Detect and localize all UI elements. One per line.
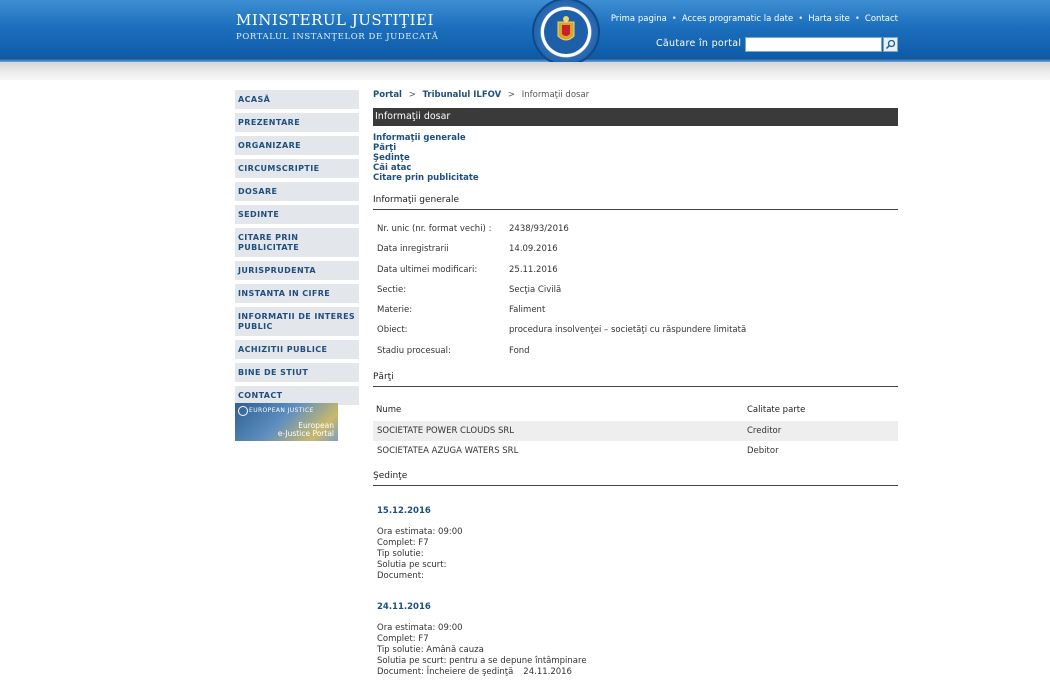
party-role: Debitor — [747, 446, 779, 457]
hearing-ora: Ora estimata: 09:00 — [377, 623, 463, 634]
anchor-cai-atac[interactable]: Căi atac — [373, 163, 412, 173]
hearing-document-row — [377, 667, 898, 678]
top-link-separator: • — [671, 14, 677, 24]
sedinte-heading: Şedinţe — [373, 471, 898, 486]
party-name: SOCIETATEA AZUGA WATERS SRL — [377, 446, 519, 457]
hearing-document-date: 24.11.2016 — [523, 667, 572, 678]
table-row — [373, 441, 898, 461]
search-label: Căutare în portal — [656, 38, 742, 49]
parti-col-role: Calitate parte — [747, 405, 806, 416]
info-value: Secţia Civilă — [509, 284, 562, 295]
info-value: 14.09.2016 — [509, 244, 558, 255]
info-value: Faliment — [509, 305, 546, 316]
top-link-separator: • — [798, 14, 804, 24]
top-link-home[interactable]: Prima pagina — [610, 14, 667, 24]
info-row-obiect — [373, 325, 898, 345]
sidebar-nav — [235, 90, 359, 409]
hearing-item — [373, 506, 898, 582]
hearing-document[interactable]: Document: Încheiere de şedinţă — [377, 667, 514, 678]
sidebar-item-jurisprudenta[interactable]: JURISPRUDENTA — [235, 261, 359, 280]
hearing-solutia: Solutia pe scurt: pentru a se depune întâmpinare — [377, 656, 587, 667]
ejustice-line2a: European — [298, 421, 334, 430]
sidebar-item-citare[interactable]: CITARE PRIN PUBLICITATE — [235, 228, 359, 257]
hearing-ora: Ora estimata: 09:00 — [377, 527, 463, 538]
hearing-tip-solutie: Tip solutie: — [377, 549, 424, 560]
info-row-data-inregistrarii — [373, 244, 898, 264]
sidebar-item-achizitii[interactable]: ACHIZITII PUBLICE — [235, 340, 359, 359]
party-name: SOCIETATE POWER CLOUDS SRL — [377, 426, 515, 437]
info-value: 25.11.2016 — [509, 264, 558, 275]
anchor-sedinte[interactable]: Şedinţe — [373, 153, 410, 163]
page-title: Informaţii dosar — [373, 108, 898, 126]
site-title[interactable]: MINISTERUL JUSTIŢIEI — [236, 11, 434, 29]
sidebar-item-acasa[interactable]: ACASĂ — [235, 90, 359, 109]
general-info-table — [373, 224, 898, 366]
info-value: procedura insolvenţei – societăţi cu răspundere limitată — [509, 325, 747, 336]
sidebar-item-bine-de-stiut[interactable]: BINE DE STIUT — [235, 363, 359, 382]
ejustice-banner[interactable] — [235, 403, 338, 441]
general-heading: Informaţii generale — [373, 195, 898, 210]
top-link-contact[interactable]: Contact — [864, 14, 898, 24]
info-row-data-modificari — [373, 265, 898, 285]
info-label: Materie: — [377, 305, 413, 316]
anchor-citare[interactable]: Citare prin publicitate — [373, 173, 479, 183]
top-link-sitemap[interactable]: Harta site — [808, 14, 850, 24]
search-button[interactable] — [883, 37, 898, 52]
info-row-nr-unic — [373, 224, 898, 244]
hearing-document: Document: — [377, 571, 424, 582]
anchor-links — [373, 133, 898, 183]
site-subtitle: PORTALUL INSTANŢELOR DE JUDECATĂ — [236, 32, 439, 42]
info-label: Sectie: — [377, 284, 407, 295]
anchor-parti[interactable]: Părţi — [373, 143, 397, 153]
sidebar-item-contact[interactable]: CONTACT — [235, 386, 359, 405]
search-input[interactable] — [745, 37, 882, 52]
main-content — [373, 90, 898, 678]
search-icon — [885, 39, 896, 50]
ministry-emblem-icon[interactable] — [532, 0, 600, 66]
info-label: Stadiu procesual: — [377, 345, 451, 356]
top-link-separator: • — [854, 14, 860, 24]
breadcrumb — [373, 90, 898, 106]
info-label: Nr. unic (nr. format vechi) : — [377, 224, 492, 234]
sidebar-item-interes-public[interactable]: INFORMATII DE INTERES PUBLIC — [235, 307, 359, 336]
sidebar-item-sedinte[interactable]: SEDINTE — [235, 205, 359, 224]
info-value: Fond — [509, 345, 530, 356]
info-label: Data inregistrarii — [377, 244, 449, 255]
ejustice-line1: EUROPEAN JUSTICE — [249, 407, 314, 414]
info-row-sectie — [373, 285, 898, 305]
party-role: Creditor — [747, 426, 782, 437]
breadcrumb-court[interactable]: Tribunalul ILFOV — [422, 90, 502, 100]
info-label: Obiect: — [377, 325, 408, 336]
parti-heading: Părţi — [373, 372, 898, 387]
breadcrumb-separator: > — [507, 90, 516, 100]
info-row-materie — [373, 305, 898, 325]
ejustice-logo-icon — [238, 406, 248, 416]
sidebar-item-circumscriptie[interactable]: CIRCUMSCRIPTIE — [235, 159, 359, 178]
sidebar-item-dosare[interactable]: DOSARE — [235, 182, 359, 201]
info-value: 2438/93/2016 — [509, 224, 569, 234]
hearing-date: 24.11.2016 — [377, 602, 431, 613]
info-row-stadiu — [373, 346, 898, 366]
top-link-api[interactable]: Acces programatic la date — [681, 14, 794, 24]
anchor-informatii-generale[interactable]: Informaţii generale — [373, 133, 466, 143]
hearing-item — [373, 602, 898, 678]
emblem-coat-of-arms-icon — [544, 10, 588, 54]
breadcrumb-portal[interactable]: Portal — [373, 90, 402, 100]
hearing-complet: Complet: F7 — [377, 634, 429, 645]
header-grey-band — [0, 62, 1050, 80]
hearing-tip-solutie: Tip solutie: Amână cauza — [377, 645, 484, 656]
breadcrumb-separator: > — [408, 90, 416, 100]
hearing-complet: Complet: F7 — [377, 538, 429, 549]
hearing-solutia: Solutia pe scurt: — [377, 560, 447, 571]
parti-table-header — [373, 405, 898, 421]
info-label: Data ultimei modificari: — [377, 264, 478, 275]
sidebar-item-instanta-in-cifre[interactable]: INSTANTA IN CIFRE — [235, 284, 359, 303]
sidebar-item-prezentare[interactable]: PREZENTARE — [235, 113, 359, 132]
top-links — [611, 14, 898, 24]
ejustice-line2b: e-Justice Portal — [277, 429, 334, 438]
hearing-date: 15.12.2016 — [377, 506, 431, 517]
parti-col-name: Nume — [376, 405, 402, 416]
ejustice-line2 — [278, 422, 334, 438]
breadcrumb-current: Informaţii dosar — [521, 90, 590, 100]
table-row — [373, 421, 898, 441]
sidebar-item-organizare[interactable]: ORGANIZARE — [235, 136, 359, 155]
